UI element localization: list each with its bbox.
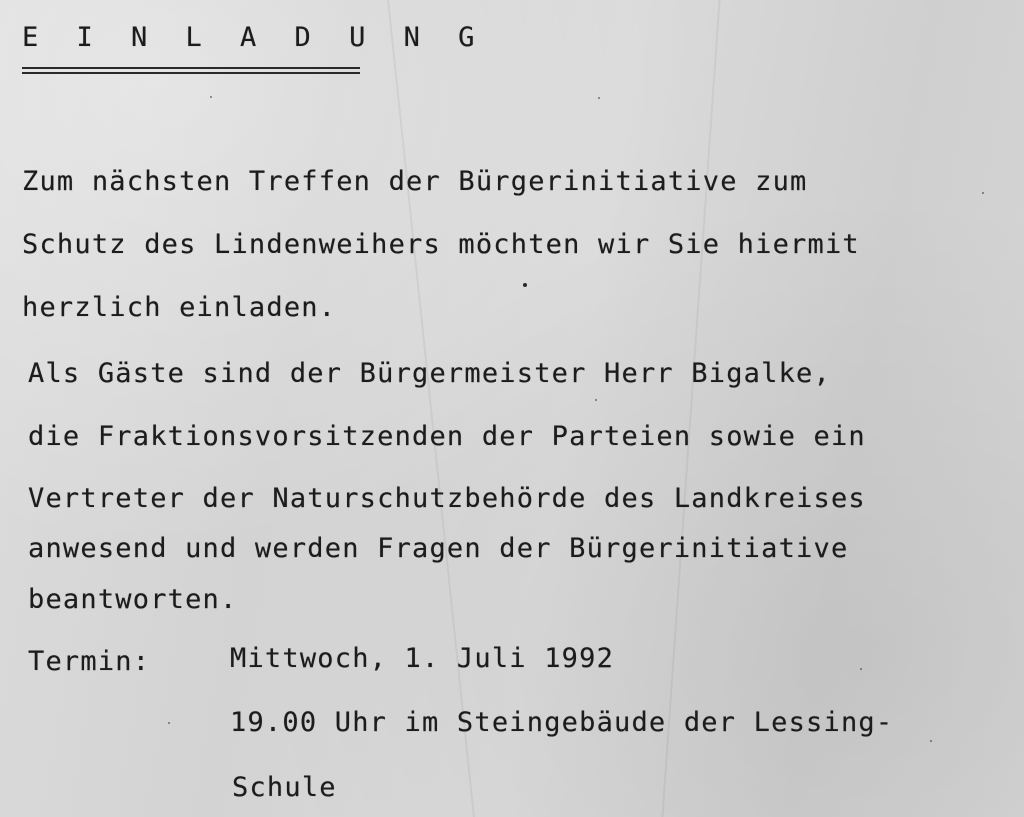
paper-speck — [860, 668, 862, 670]
termin-label: Termin: — [28, 646, 151, 677]
paragraph2-line-4: anwesend und werden Fragen der Bürgerinitiative — [28, 533, 849, 564]
paragraph1-line-2: Schutz des Lindenweihers möchten wir Sie hiermit — [22, 229, 860, 260]
paper-speck — [982, 192, 984, 194]
paper-speck — [598, 97, 600, 99]
paragraph2-line-2: die Fraktionsvorsitzenden der Parteien sowie ein — [28, 421, 866, 452]
title-double-underline — [22, 67, 360, 74]
paragraph2-line-5: beantworten. — [28, 584, 238, 615]
paragraph2-line-3: Vertreter der Naturschutzbehörde des Landkreises — [28, 483, 866, 514]
termin-place-continued: Schule — [232, 772, 337, 803]
paper-speck — [168, 722, 170, 724]
paper-speck — [930, 740, 932, 742]
paragraph1-line-1: Zum nächsten Treffen der Bürgerinitiative zum — [22, 166, 808, 197]
paper-crease — [661, 0, 720, 817]
paper-speck — [595, 399, 597, 401]
paragraph1-line-3: herzlich einladen. — [22, 292, 337, 323]
termin-time-place: 19.00 Uhr im Steingebäude der Lessing- — [230, 707, 894, 738]
paper-speck — [210, 96, 212, 98]
ink-dot — [523, 283, 527, 287]
paragraph2-line-1: Als Gäste sind der Bürgermeister Herr Bigalke, — [28, 358, 831, 389]
document-title: E I N L A D U N G — [22, 22, 486, 53]
termin-date: Mittwoch, 1. Juli 1992 — [230, 643, 615, 674]
paper-crease — [387, 0, 475, 817]
